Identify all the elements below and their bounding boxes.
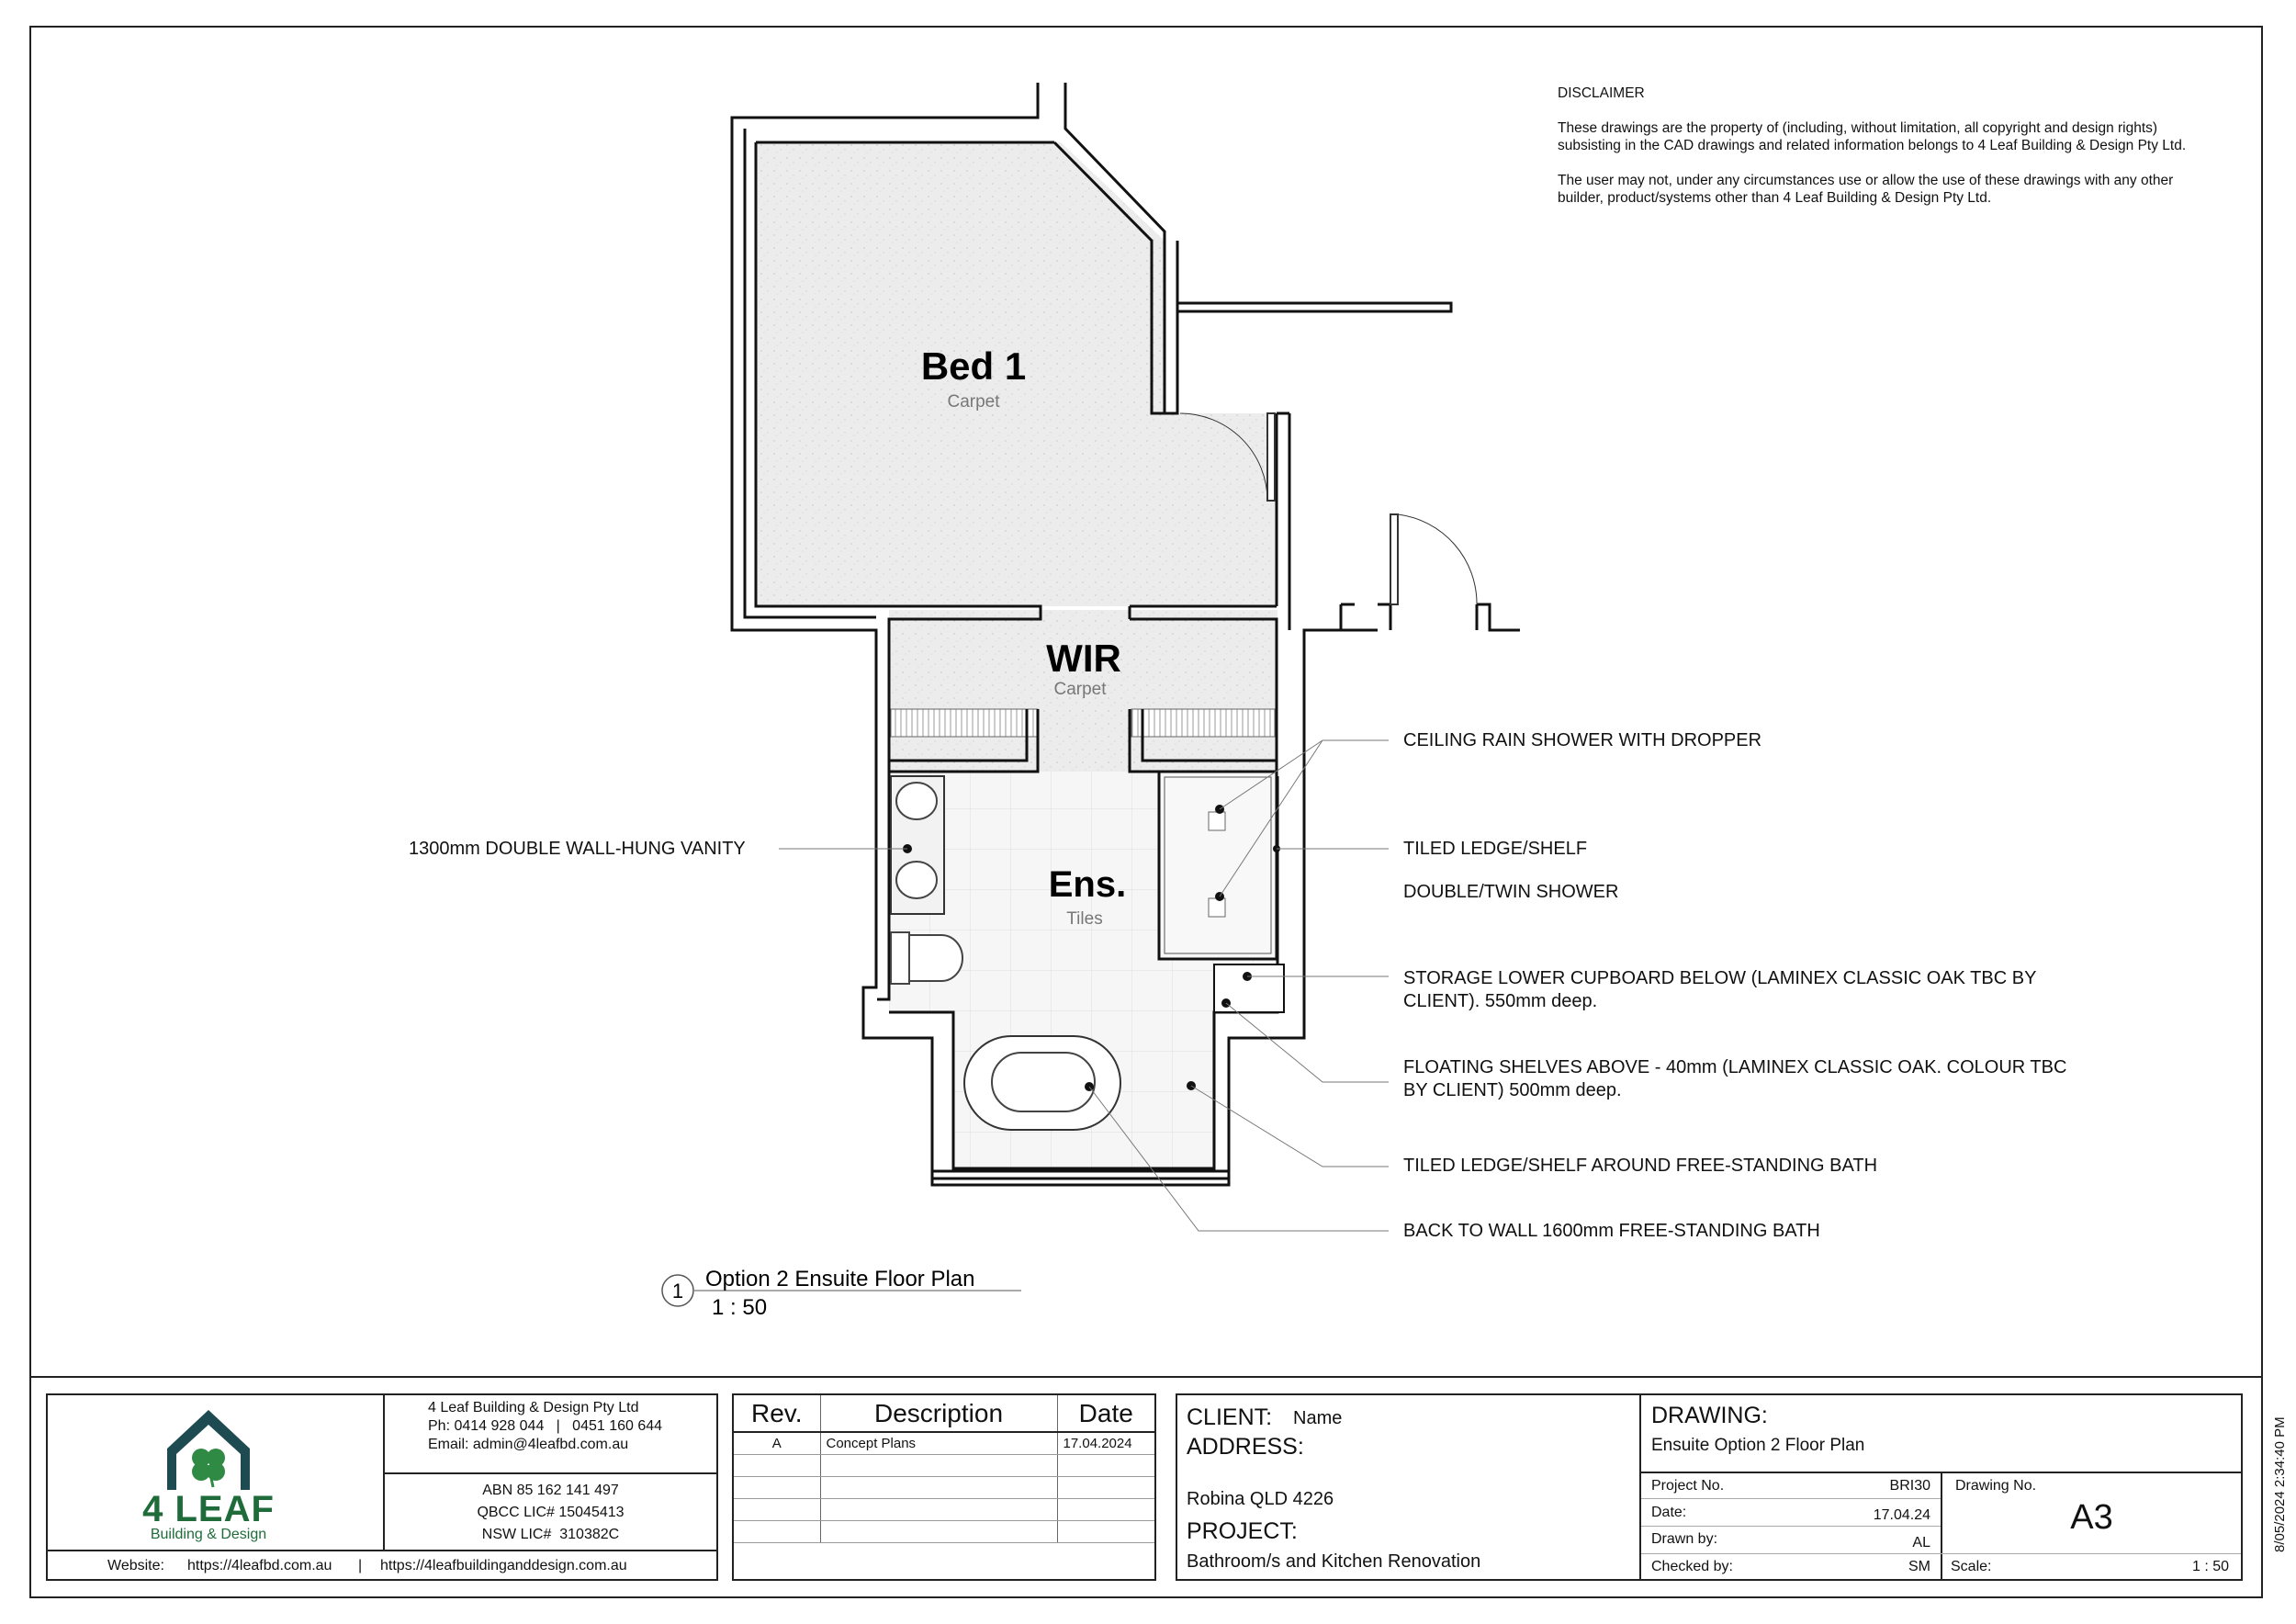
shower-enclosure: [1159, 772, 1277, 959]
date-value: 17.04.24: [1873, 1507, 1930, 1523]
revision-row: [734, 1499, 1154, 1521]
logo-house-icon: [158, 1403, 259, 1494]
revision-description: Concept Plans: [820, 1432, 1057, 1455]
toilet-bowl: [909, 935, 962, 981]
revision-date: [1057, 1499, 1154, 1521]
website-link-1[interactable]: https://4leafbd.com.au: [187, 1558, 332, 1573]
basin-2: [896, 862, 937, 898]
wir-shelf-right: [1131, 709, 1275, 737]
website-link-2[interactable]: https://4leafbuildinganddesign.com.au: [380, 1558, 627, 1573]
checked-by-label: Checked by:: [1651, 1559, 1733, 1574]
revision-header-description: Description: [820, 1395, 1057, 1432]
external-door: [1390, 514, 1477, 604]
revision-table-grid: [734, 1395, 1154, 1543]
revision-header-rev: Rev.: [734, 1395, 820, 1432]
revision-table: [732, 1393, 1156, 1581]
callout-twin-shower: DOUBLE/TWIN SHOWER: [1403, 882, 1619, 902]
website-label: Website:: [107, 1558, 164, 1573]
callout-storage-line2: CLIENT). 550mm deep.: [1403, 991, 1598, 1011]
title-block-divider: [29, 1376, 2263, 1378]
disclaimer-heading: DISCLAIMER: [1558, 85, 1645, 101]
revision-rev: [734, 1499, 820, 1521]
company-abn: ABN 85 162 141 497: [482, 1483, 619, 1498]
company-email: Email: admin@4leafbd.com.au: [428, 1437, 629, 1452]
project-label: PROJECT:: [1187, 1518, 1298, 1544]
revision-rev: [734, 1521, 820, 1543]
room-name-bed1: Bed 1: [920, 344, 1027, 388]
revision-header-row: [734, 1395, 1154, 1432]
drawn-by-label: Drawn by:: [1651, 1531, 1718, 1547]
project-no-label: Project No.: [1651, 1478, 1725, 1494]
view-title: Option 2 Ensuite Floor Plan: [705, 1267, 975, 1291]
callout-floating-shelves: [1403, 1056, 2066, 1102]
logo-subtitle: Building & Design: [150, 1527, 267, 1542]
revision-date: 17.04.2024: [1057, 1432, 1154, 1455]
drawn-by-value: AL: [1912, 1535, 1930, 1551]
shower-head-1: [1209, 812, 1225, 830]
callout-vanity: 1300mm DOUBLE WALL-HUNG VANITY: [409, 839, 746, 859]
view-number: 1: [671, 1280, 684, 1303]
address-label: ADDRESS:: [1187, 1434, 1304, 1460]
company-phone: Ph: 0414 928 044 | 0451 160 644: [428, 1418, 663, 1434]
drawing-no-label: Drawing No.: [1955, 1478, 2037, 1494]
revision-row: [734, 1432, 1154, 1455]
callout-storage: [1403, 967, 2036, 1013]
plot-timestamp: 8/05/2024 2:34:40 PM: [2272, 1416, 2288, 1552]
project-divider-v: [1639, 1395, 1641, 1579]
disclaimer-paragraph-2: The user may not, under any circumstances use or allow the use of these drawings with any other builder, product/systems other than 4 Leaf Building & Design Pty Ltd.: [1558, 173, 2174, 206]
revision-row: [734, 1521, 1154, 1543]
basin-1: [896, 783, 937, 819]
company-qbcc: QBCC LIC# 15045413: [477, 1505, 625, 1520]
project-row-divider: [1641, 1526, 1941, 1527]
revision-row: [734, 1477, 1154, 1499]
drawing-label: DRAWING:: [1651, 1403, 1768, 1428]
revision-date: [1057, 1477, 1154, 1499]
website-separator: |: [358, 1558, 363, 1573]
room-name-wir: WIR: [1046, 637, 1121, 680]
scale-label: Scale:: [1951, 1559, 1992, 1574]
company-nsw: NSW LIC# 310382C: [481, 1527, 620, 1542]
revision-description: [820, 1477, 1057, 1499]
scale-value: 1 : 50: [2191, 1559, 2229, 1574]
address-value: Robina QLD 4226: [1187, 1489, 1334, 1509]
project-row-divider: [1641, 1498, 1941, 1499]
revision-rev: [734, 1455, 820, 1477]
drawing-value: Ensuite Option 2 Floor Plan: [1651, 1436, 1865, 1455]
client-label: CLIENT:: [1187, 1404, 1273, 1430]
view-scale: 1 : 50: [712, 1295, 768, 1320]
logo-wordmark: 4 LEAF: [142, 1489, 275, 1529]
callout-floating-line2: BY CLIENT) 500mm deep.: [1403, 1080, 1622, 1100]
shower-head-2: [1209, 898, 1225, 917]
toilet-cistern: [891, 932, 909, 984]
revision-row: [734, 1455, 1154, 1477]
company-name: 4 Leaf Building & Design Pty Ltd: [428, 1400, 639, 1415]
company-divider-bottom: [48, 1550, 716, 1551]
revision-description: [820, 1499, 1057, 1521]
callout-bath-ledge: TILED LEDGE/SHELF AROUND FREE-STANDING BATH: [1403, 1156, 1878, 1176]
callout-floating-line1: FLOATING SHELVES ABOVE - 40mm (LAMINEX CLASSIC OAK. COLOUR TBC: [1403, 1057, 2067, 1077]
company-block: [46, 1393, 718, 1581]
room-finish-wir: Carpet: [1053, 680, 1107, 699]
project-row-divider: [1641, 1553, 2241, 1554]
callout-rain-shower: CEILING RAIN SHOWER WITH DROPPER: [1403, 730, 1762, 750]
wir-shelf-left: [891, 709, 1038, 737]
revision-description: [820, 1455, 1057, 1477]
room-finish-bed1: Carpet: [947, 392, 1000, 412]
callout-bath: BACK TO WALL 1600mm FREE-STANDING BATH: [1403, 1221, 1820, 1241]
room-finish-ens: Tiles: [1066, 909, 1103, 929]
bath-inner: [992, 1053, 1095, 1111]
callout-tiled-ledge: TILED LEDGE/SHELF: [1403, 839, 1588, 859]
date-label: Date:: [1651, 1505, 1687, 1520]
project-no-value: BRI30: [1889, 1478, 1930, 1494]
company-divider-h: [383, 1472, 716, 1474]
project-info-block: [1176, 1393, 2243, 1581]
checked-by-value: SM: [1908, 1559, 1930, 1574]
drawing-no-value: A3: [2070, 1498, 2113, 1537]
client-value: Name: [1293, 1408, 1343, 1428]
revision-date: [1057, 1455, 1154, 1477]
revision-description: [820, 1521, 1057, 1543]
revision-date: [1057, 1521, 1154, 1543]
disclaimer-paragraph-1: These drawings are the property of (including, without limitation, all copyright and design rights) subsisting in the CAD drawings and related information belongs to 4 Leaf Building & Design Pty Ltd.: [1558, 120, 2187, 153]
revision-rev: A: [734, 1432, 820, 1455]
project-value: Bathroom/s and Kitchen Renovation: [1187, 1551, 1481, 1572]
revision-rev: [734, 1477, 820, 1499]
room-name-ens: Ens.: [1048, 864, 1127, 905]
callout-storage-line1: STORAGE LOWER CUPBOARD BELOW (LAMINEX CLASSIC OAK TBC BY: [1403, 968, 2037, 988]
revision-header-date: Date: [1057, 1395, 1154, 1432]
